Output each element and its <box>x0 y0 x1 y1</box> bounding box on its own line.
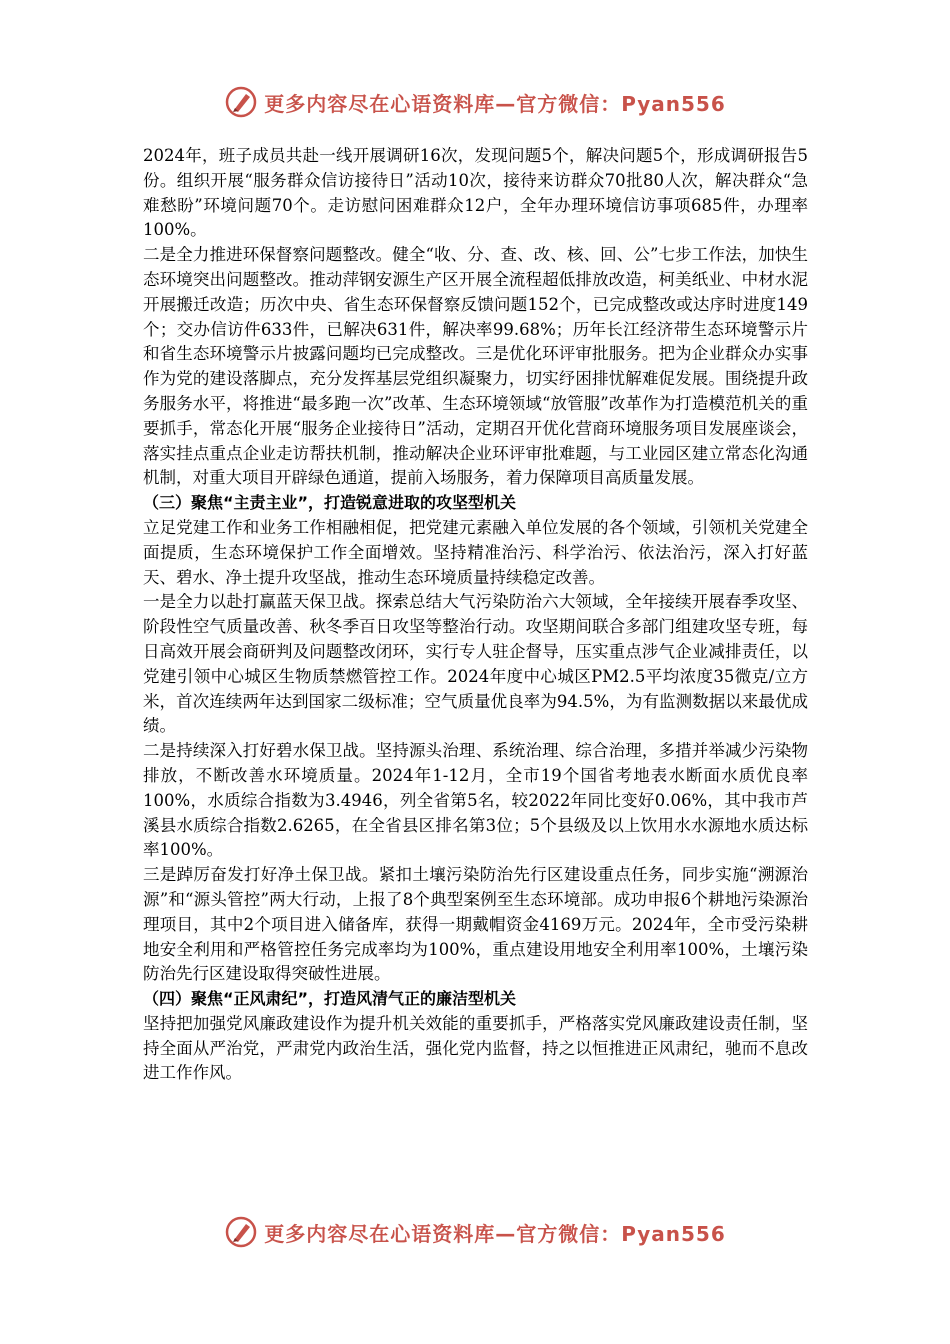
watermark-text: 更多内容尽在心语资料库—官方微信：Pyan556 <box>264 91 726 116</box>
paragraph: 二是持续深入打好碧水保卫战。坚持源头治理、系统治理、综合治理，多措并举减少污染物排放，不断改善水环境质量。2024年1-12月，全市19个国省考地表水断面水质优良率100%，水质综合指数为3.4946，列全省第5名，较2022年同比变好0.06%，其中我市芦溪县水质综合指数2.6265，在全省县区排名第3位；5个县级及以上饮用水水源地水质达标率100%。 <box>143 741 808 860</box>
paragraph: 2024年，班子成员共赴一线开展调研16次，发现问题5个，解决问题5个，形成调研报告5份。组织开展“服务群众信访接待日”活动10次，接待来访群众70批80人次，解决群众“急难愁盼”环境问题70个。走访慰问困难群众12户，全年办理环境信访事项685件，办理率100%。 <box>143 146 808 240</box>
watermark-text: 更多内容尽在心语资料库—官方微信：Pyan556 <box>264 1221 726 1246</box>
paragraph: 坚持把加强党风廉政建设作为提升机关效能的重要抓手，严格落实党风廉政建设责任制，坚持全面从严治党，严肃党内政治生活，强化党内监督，持之以恒推进正风肃纪，驰而不息改进工作作风。 <box>143 1013 808 1083</box>
pen-nib-logo-icon <box>224 1215 258 1249</box>
document-body <box>143 144 808 1086</box>
section-heading: （四）聚焦“正风肃纪”，打造风清气正的廉洁型机关 <box>143 989 517 1009</box>
footer-watermark <box>0 1212 950 1252</box>
header-watermark <box>0 82 950 122</box>
paragraph: 一是全力以赴打赢蓝天保卫战。探索总结大气污染防治六大领域，全年接续开展春季攻坚、阶段性空气质量改善、秋冬季百日攻坚等整治行动。攻坚期间联合多部门组建攻坚专班，每日高效开展会商研判及问题整改闭环，实行专人驻企督导，压实重点涉气企业减排责任，以党建引领中心城区生物质禁燃管控工作。2024年度中心城区PM2.5平均浓度35微克/立方米，首次连续两年达到国家二级标准；空气质量优良率为94.5%，为有监测数据以来最优成绩。 <box>143 592 808 736</box>
paragraph: 二是全力推进环保督察问题整改。健全“收、分、查、改、核、回、公”七步工作法，加快生态环境突出问题整改。推动萍钢安源生产区开展全流程超低排放改造，柯美纸业、中材水泥开展搬迁改造；历次中央、省生态环保督察反馈问题152个，已完成整改或达序时进度149个；交办信访件633件，已解决631件，解决率99.68%；历年长江经济带生态环境警示片和省生态环境警示片披露问题均已完成整改。三是优化环评审批服务。把为企业群众办实事作为党的建设落脚点，充分发挥基层党组织凝聚力，切实纾困排忧解难促发展。围绕提升政务服务水平，将推进“最多跑一次”改革、生态环境领域“放管服”改革作为打造模范机关的重要抓手，常态化开展“服务企业接待日”活动，定期召开优化营商环境服务项目发展座谈会，落实挂点重点企业走访帮扶机制，推动解决企业环评审批难题，与工业园区建立常态化沟通机制，对重大项目开辟绿色通道，提前入场服务，着力保障项目高质量发展。 <box>143 245 808 488</box>
paragraph: 三是踔厉奋发打好净土保卫战。紧扣土壤污染防治先行区建设重点任务，同步实施“溯源治源”和“源头管控”两大行动，上报了8个典型案例至生态环境部。成功申报6个耕地污染源治理项目，其中2个项目进入储备库，获得一期戴帽资金4169万元。2024年，全市受污染耕地安全利用和严格管控任务完成率均为100%，重点建设用地安全利用率100%，土壤污染防治先行区建设取得突破性进展。 <box>143 865 808 984</box>
paragraph: 立足党建工作和业务工作相融相促，把党建元素融入单位发展的各个领域，引领机关党建全面提质，生态环境保护工作全面增效。坚持精准治污、科学治污、依法治污，深入打好蓝天、碧水、净土提升攻坚战，推动生态环境质量持续稳定改善。 <box>143 517 808 587</box>
pen-nib-logo-icon <box>224 85 258 119</box>
section-heading: （三）聚焦“主责主业”，打造锐意进取的攻坚型机关 <box>143 493 517 513</box>
